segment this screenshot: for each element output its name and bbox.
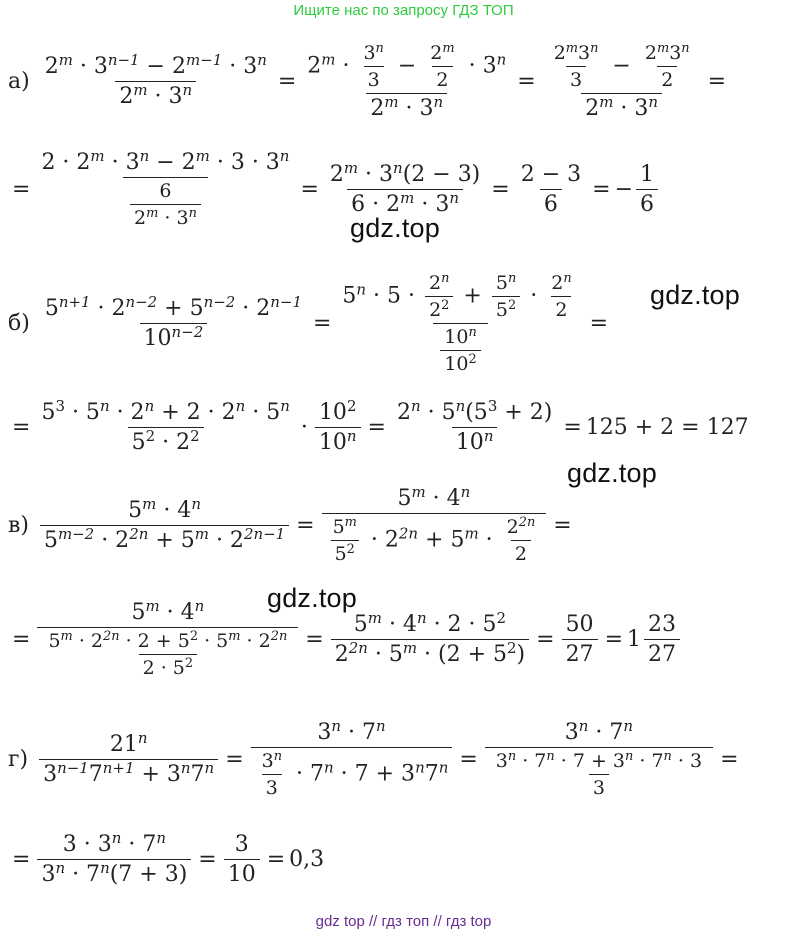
- label-b: б): [8, 311, 30, 336]
- fraction: $\frac{3}{10}$: [224, 832, 260, 887]
- fraction: $5^m \cdot 4^n$ $\frac{5^m}{5^2}$ · $2^{2n} + 5^m$ · $\frac{2^{2n}}{2}$: [322, 486, 547, 565]
- fraction: $\frac{2 \cdot 2^m \cdot 3^n - 2^m \cdot 3 \cdot 3^n}{\frac{6}{2^m \cdot 3^n}}$: [41, 146, 290, 229]
- fraction: $3^n \cdot 7^n$ $\frac{3^n}{3}$ · $7^n \cdot 7 + 3^n7^n$: [251, 720, 453, 799]
- fraction: $\frac{50}{27}$: [562, 612, 598, 667]
- fraction: $\frac{5^3 \cdot 5^n \cdot 2^n + 2 \cdot 2^n \cdot 5^n}{5^2 \cdot 2^2}$: [41, 396, 290, 455]
- fraction: $5^n \cdot 5$ · $\frac{2^n}{2^2}$ + $\frac{5^n}{5^2}$ · $\frac{2^n}{2}$ $\frac{10^n}{10^2}$: [342, 270, 572, 375]
- solution-page: Ищите нас по запросу ГДЗ ТОП а) $\frac{2^m \cdot 3^{n-1} - 2^{m-1} \cdot 3^n}{2^m \cdot 3^n}$ = $2^m$ · $\frac{3^n}{3}$ − $\frac{2^m}{2}$ · $3^n$ $2^m \cdot 3^n$ = $\frac{2^m3^n}{3}$ − $\frac{2^m3^n}{2}$ $2^m \cdot 3^n$ = = $\frac{2 \cdot 2^m \cdot 3^n - 2^m \cdot 3 \cdot 3^n}{\frac{6}{2^m \cdot 3^n}}$ = $\frac{2^m \cdot 3^n(2 - 3)}{6 \cdot 2^m \cdot 3^n}$ = $\frac{2 - 3}{6}$ = − $\frac{1}{6}$ gdz.top gdz.top б) $\frac{5^{n+1} \cdot 2^{n-2} + 5^{n-2} \cdot 2^{n-1}}{10^{n-2}}$ = $5^n \cdot 5$ · $\frac{2^n}{2^2}$ + $\frac{5^n}{5^2}$ · $\frac{2^n}{2}$ $\frac{10^n}{10^2}$ = = $\frac{5^3 \cdot 5^n \cdot 2^n + 2 \cdot 2^n \cdot 5^n}{5^2 \cdot 2^2}$ · $\frac{10^2}{10^n}$ = $\frac{2^n \cdot 5^n(5^3 + 2)}{10^n}$ = 125 + 2 = 127 gdz.top в) $\frac{5^m \cdot 4^n}{5^{m-2} \cdot 2^{2n} + 5^m \cdot 2^{2n-1}}$ = $5^m \cdot 4^n$ $\frac{5^m}{5^2}$ · $2^{2n} + 5^m$ · $\frac{2^{2n}}{2}$ = gdz.top = $\frac{5^m \cdot 4^n}{\frac{5^m \cdot 2^{2n} \cdot 2 + 5^2 \cdot 5^m \cdot 2^{2n}}{2 \cdot 5^2}}$ = $\frac{5^m \cdot 4^n \cdot 2 \cdot 5^2}{2^{2n} \cdot 5^m \cdot (2 + 5^2)}$ = $\frac{50}{27}$ = 1 $\frac{23}{27}$ г) $\frac{21^n}{3^{n-1}7^{n+1} + 3^n7^n}$ = $3^n \cdot 7^n$ $\frac{3^n}{3}$ · $7^n \cdot 7 + 3^n7^n$ = $\frac{3^n \cdot 7^n}{\frac{3^n \cdot 7^n \cdot 7 + 3^n \cdot 7^n \cdot 3}{3}}$ = = $\frac{3 \cdot 3^n \cdot 7^n}{3^n \cdot 7^n(7 + 3)}$ = $\frac{3}{10}$ = 0,3 gdz top // гдз топ // гдз top: [0, 0, 807, 938]
- watermark: gdz.top: [350, 213, 440, 243]
- label-a: а): [8, 69, 30, 94]
- fraction: $\frac{2^m \cdot 3^{n-1} - 2^{m-1} \cdot 3^n}{2^m \cdot 3^n}$: [44, 50, 267, 109]
- fraction: $\frac{2^m \cdot 3^n(2 - 3)}{6 \cdot 2^m \cdot 3^n}$: [329, 158, 481, 217]
- watermark: gdz.top: [650, 280, 740, 310]
- result-v-whole: 1: [627, 627, 641, 652]
- result-v-numerator: 23: [648, 612, 676, 637]
- result-v-denominator: 27: [644, 639, 680, 667]
- bottom-banner: gdz top // гдз топ // гдз top: [315, 913, 492, 930]
- fraction: $\frac{10^2}{10^n}$: [315, 400, 361, 455]
- result-g: 0,3: [289, 847, 325, 872]
- fraction: $\frac{2^m3^n}{3}$ − $\frac{2^m3^n}{2}$ $2^m \cdot 3^n$: [553, 40, 690, 121]
- fraction: $2^m$ · $\frac{3^n}{3}$ − $\frac{2^m}{2}$ · $3^n$ $2^m \cdot 3^n$: [307, 40, 507, 121]
- result-a: $\frac{1}{6}$: [636, 162, 658, 217]
- result-v-fraction: [644, 612, 680, 667]
- result-b: 125 + 2 = 127: [585, 415, 749, 440]
- watermark: gdz.top: [567, 458, 657, 488]
- fraction: $\frac{3^n \cdot 7^n}{\frac{3^n \cdot 7^n \cdot 7 + 3^n \cdot 7^n \cdot 3}{3}}$: [485, 720, 713, 799]
- fraction: $\frac{5^{n+1} \cdot 2^{n-2} + 5^{n-2} \cdot 2^{n-1}}{10^{n-2}}$: [44, 292, 302, 351]
- fraction: $\frac{21^n}{3^{n-1}7^{n+1} + 3^n7^n}$: [39, 732, 218, 787]
- fraction: $\frac{5^m \cdot 4^n \cdot 2 \cdot 5^2}{2^{2n} \cdot 5^m \cdot (2 + 5^2)}$: [331, 612, 529, 667]
- fraction: $\frac{2 - 3}{6}$: [520, 162, 582, 217]
- fraction: $\frac{3 \cdot 3^n \cdot 7^n}{3^n \cdot 7^n(7 + 3)}$: [37, 832, 191, 887]
- top-banner: Ищите нас по запросу ГДЗ ТОП: [293, 2, 514, 19]
- fraction: $\frac{5^m \cdot 4^n}{\frac{5^m \cdot 2^{2n} \cdot 2 + 5^2 \cdot 5^m \cdot 2^{2n}}{2 \cdot 5^2}}$: [37, 600, 298, 679]
- fraction: $\frac{5^m \cdot 4^n}{5^{m-2} \cdot 2^{2n} + 5^m \cdot 2^{2n-1}}$: [40, 498, 289, 553]
- watermark: gdz.top: [267, 583, 357, 613]
- label-g: г): [8, 747, 29, 772]
- fraction: $\frac{2^n \cdot 5^n(5^3 + 2)}{10^n}$: [396, 396, 553, 455]
- label-v: в): [8, 513, 29, 538]
